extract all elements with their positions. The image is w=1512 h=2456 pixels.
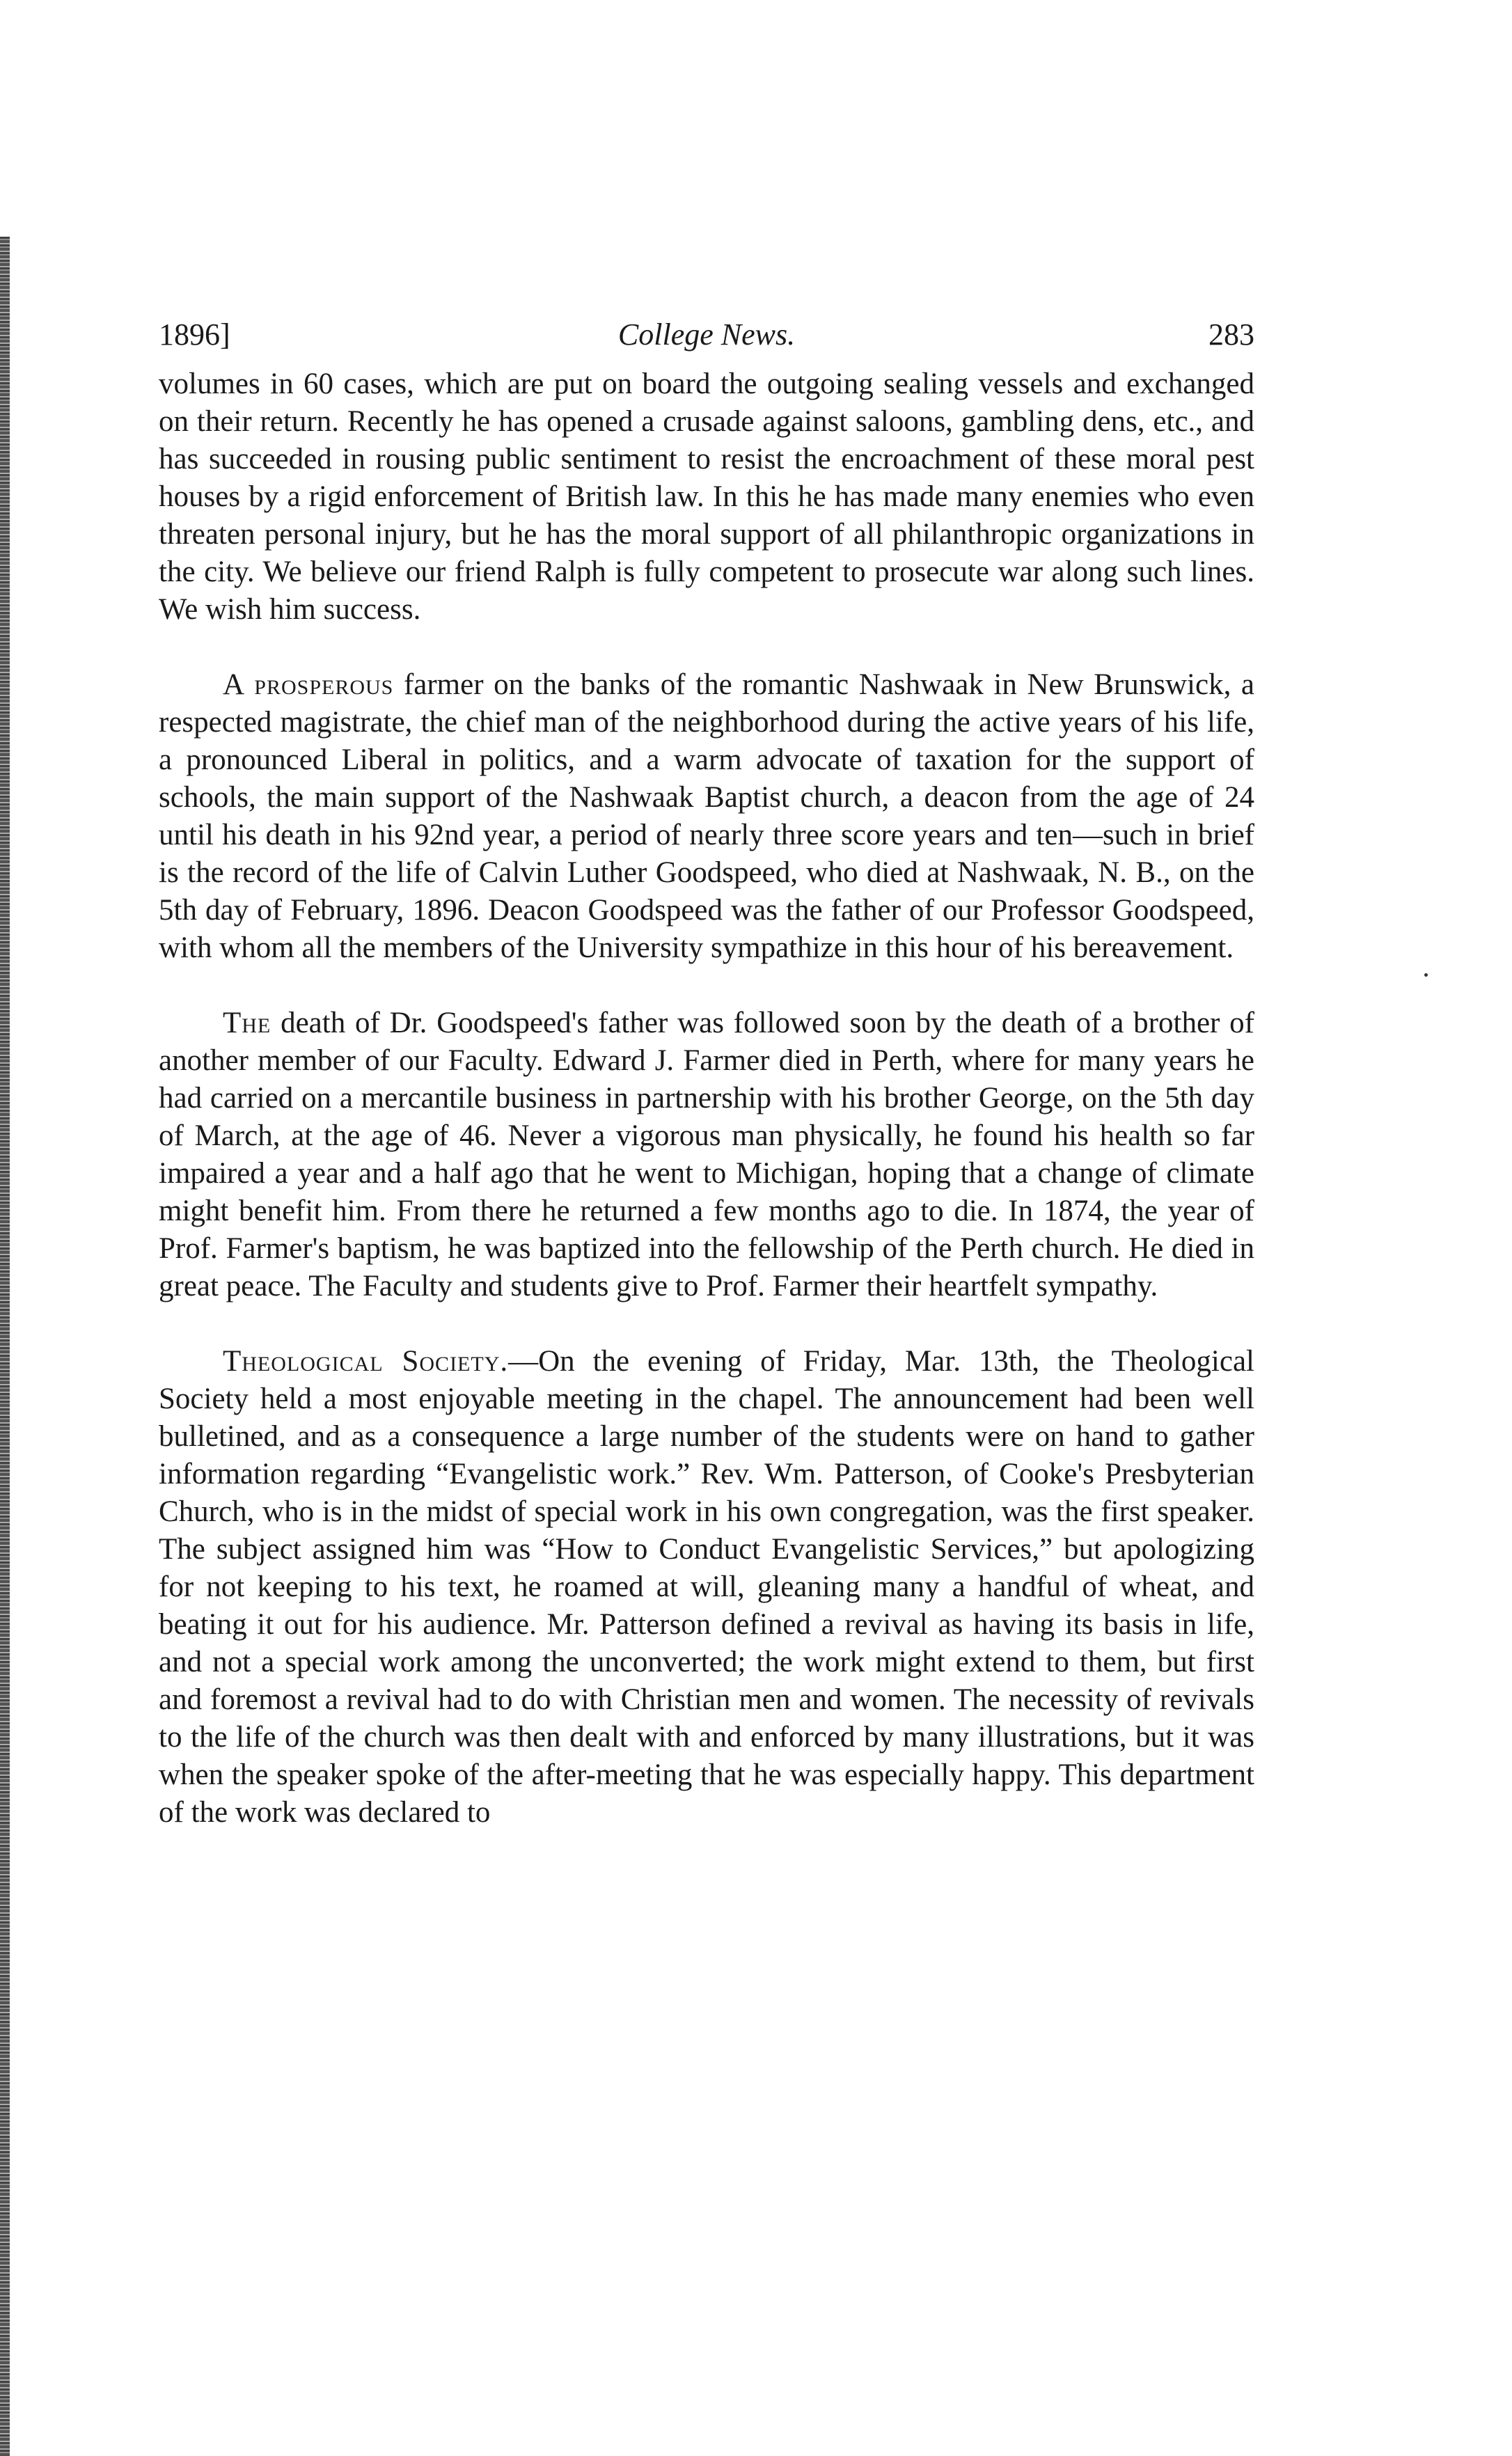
- paragraph-goodspeed-obituary: [159, 666, 1254, 967]
- paragraph-theological-society: [159, 1343, 1254, 1832]
- running-head-title: College News.: [617, 317, 796, 352]
- paragraph-text: farmer on the banks of the romantic Nashwaak in New Brunswick, a respected magistrate, the chief man of the neighborhood during the active years of his life, a pronounced Liberal in politics, and a warm advocate of taxation for the support of schools, the main support of the Nashwaak Baptist church, a deacon from the age of 24 until his death in his 92nd year, a period of nearly three score years and ten—such in brief is the record of the life of Calvin Luther Goodspeed, who died at Nashwaak, N. B., on the 5th day of February, 1896. Deacon Goodspeed was the father of our Professor Goodspeed, with whom all the members of the University sympathize in this hour of his bereavement.: [159, 668, 1254, 964]
- paragraph-lead: Theological Society.: [223, 1345, 509, 1378]
- running-head-year: 1896]: [159, 317, 230, 352]
- article-body: [159, 365, 1254, 1832]
- paragraph-text: volumes in 60 cases, which are put on board the outgoing sealing vessels and exchanged on their return. Recently he has opened a crusade against saloons, gambling dens, etc., and has succeeded in rousing public sentiment to resist the encroachment of these moral pest houses by a rigid enforcement of British law. In this he has made many enemies who even threaten personal injury, but he has the moral support of all philanthropic organizations in the city. We believe our friend Ralph is fully competent to prosecute war along such lines. We wish him success.: [159, 368, 1254, 626]
- page: [159, 317, 1254, 1869]
- binding-edge: [0, 237, 10, 2456]
- scan-speck: [1424, 973, 1428, 977]
- paragraph-text: death of Dr. Goodspeed's father was followed soon by the death of a brother of another member of our Faculty. Edward J. Farmer died in Perth, where for many years he had carried on a mercantile business in partnership with his brother George, on the 5th day of March, at the age of 46. Never a vigorous man physically, he found his health so far impaired a year and a half ago that he went to Michigan, hoping that a change of climate might benefit him. From there he returned a few months ago to die. In 1874, the year of Prof. Farmer's baptism, he was baptized into the fellowship of the Perth church. He died in great peace. The Faculty and students give to Prof. Farmer their heartfelt sympathy.: [159, 1007, 1254, 1302]
- running-head: [159, 317, 1254, 365]
- paragraph-lead: A prosperous: [223, 668, 394, 701]
- page-number: 283: [1208, 317, 1254, 352]
- paragraph-text: —On the evening of Friday, Mar. 13th, the Theological Society held a most enjoyable meeting in the chapel. The announcement had been well bulletined, and as a consequence a large number of the students were on hand to gather information regarding “Evangelistic work.” Rev. Wm. Patterson, of Cooke's Presbyterian Church, who is in the midst of special work in his own congregation, was the first speaker. The subject assigned him was “How to Conduct Evangelistic Services,” but apologizing for not keeping to his text, he roamed at will, gleaning many a handful of wheat, and beating it out for his audience. Mr. Patterson defined a revival as having its basis in life, and not a special work among the unconverted; the work might extend to them, but first and foremost a revival had to do with Christian men and women. The necessity of revivals to the life of the church was then dealt with and enforced by many illustrations, but it was when the speaker spoke of the after-meeting that he was especially happy. This department of the work was declared to: [159, 1345, 1254, 1829]
- paragraph-continuation: [159, 365, 1254, 629]
- paragraph-lead: The: [223, 1007, 271, 1039]
- paragraph-farmer-obituary: [159, 1005, 1254, 1305]
